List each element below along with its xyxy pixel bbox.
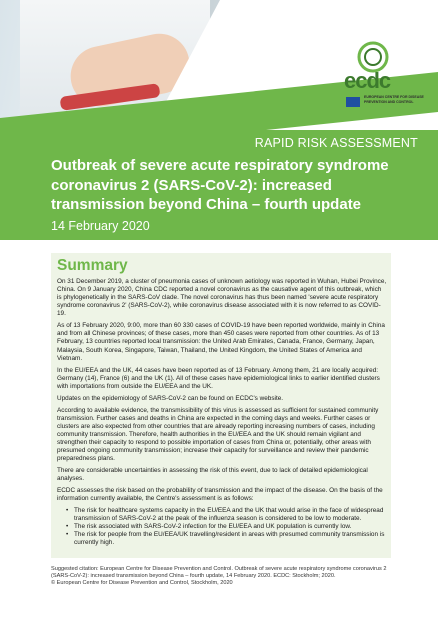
- footer: [51, 566, 396, 587]
- summary-heading: Summary: [57, 257, 128, 274]
- cover-header: [0, 0, 438, 135]
- summary-paragraph-3: In the EU/EEA and the UK, 44 cases have been reported as of 13 February. Among them, 21 are locally acquired: Germany (14), France (6) and the UK (1). All of these cases have epidemiological links to earlier identified clusters with importations from outside the EU/EEA and the UK.: [57, 366, 380, 390]
- report-type: RAPID RISK ASSESSMENT: [254, 136, 418, 150]
- risk-bullet: • The risk associated with SARS-CoV-2 infection for the EU/EEA and UK population is currently low.: [66, 523, 387, 531]
- document-date: 14 February 2020: [51, 219, 150, 233]
- summary-paragraph-7: ECDC assesses the risk based on the probability of transmission and the impact of the disease. On the basis of the information currently available, the Centre's assessment is as follows:: [57, 486, 383, 503]
- risk-bullet-list: [66, 507, 387, 547]
- document-title: Outbreak of severe acute respiratory syndrome coronavirus 2 (SARS-CoV-2): increased transmission beyond China – fourth update: [51, 157, 389, 213]
- copyright: © European Centre for Disease Prevention and Control, Stockholm, 2020: [51, 580, 233, 586]
- ecdc-logo: [334, 40, 434, 110]
- summary-body: [57, 278, 387, 547]
- summary-paragraph-2: As of 13 February 2020, 9:00, more than 60 330 cases of COVID-19 have been reported worldwide, mainly in China and from all Chinese provinces; of these cases, more than 450 cases were reported from other countries. As of 13 February, 13 countries reported local transmission: the United Arab Emirates, Canada, France, Germany, Japan, Malaysia, South Korea, Singapore, Taiwan, Thailand, the United Kingdom, the United States of America and Vietnam.: [57, 322, 385, 362]
- summary-paragraph-5: According to available evidence, the transmissibility of this virus is assessed as sufficient for sustained community transmission. Further cases and deaths in China are expected in the coming days and weeks. Further cases or clusters are also expected from other countries that are already reporting increasing numbers of cases, including community transmission. Therefore, health authorities in the EU/EEA and the UK should remain vigilant and strengthen their capacity to respond to possible importation of cases from China or, potentially, other areas with presumed ongoing community transmission; increase their capacity for surveillance and review their pandemic preparedness plans.: [57, 406, 379, 463]
- risk-bullet: • The risk for healthcare systems capacity in the EU/EEA and the UK that would arise in the face of widespread transmission of SARS-CoV-2 at the peak of the influenza season is considered to be low to moderate.: [66, 507, 387, 523]
- logo-text: ecdc: [344, 68, 391, 93]
- summary-paragraph-6: There are considerable uncertainties in assessing the risk of this event, due to lack of detailed epidemiological analyses.: [57, 466, 368, 483]
- summary-box: [51, 253, 391, 558]
- risk-bullet: • The risk for people from the EU/EEA/UK travelling/resident in areas with presumed community transmission is currently high.: [66, 531, 387, 547]
- title-banner: [0, 130, 438, 240]
- summary-paragraph-4: Updates on the epidemiology of SARS-CoV-2 can be found on ECDC's website.: [57, 394, 284, 402]
- logo-subtitle: EUROPEAN CENTRE FOR DISEASE PREVENTION AND CONTROL: [364, 95, 424, 104]
- summary-paragraph-1: On 31 December 2019, a cluster of pneumonia cases of unknown aetiology was reported in Wuhan, Hubei Province, China. On 9 January 2020, China CDC reported a novel coronavirus as the causative agent of this outbreak, which is phylogenetically in the SARS-CoV clade. The novel coronavirus has thus been named 'severe acute respiratory syndrome coronavirus 2' (SARS-CoV-2), while coronavirus disease associated with it is now referred to as COVID-19.: [57, 278, 387, 318]
- suggested-citation: Suggested citation: European Centre for Disease Prevention and Control. Outbreak of severe acute respiratory syndrome coronavirus 2 (SARS-CoV-2): increased transmission beyond China – fourth update, 14 February 2020. ECDC: Stockholm; 2020.: [51, 566, 387, 579]
- eu-flag-icon: [346, 97, 360, 107]
